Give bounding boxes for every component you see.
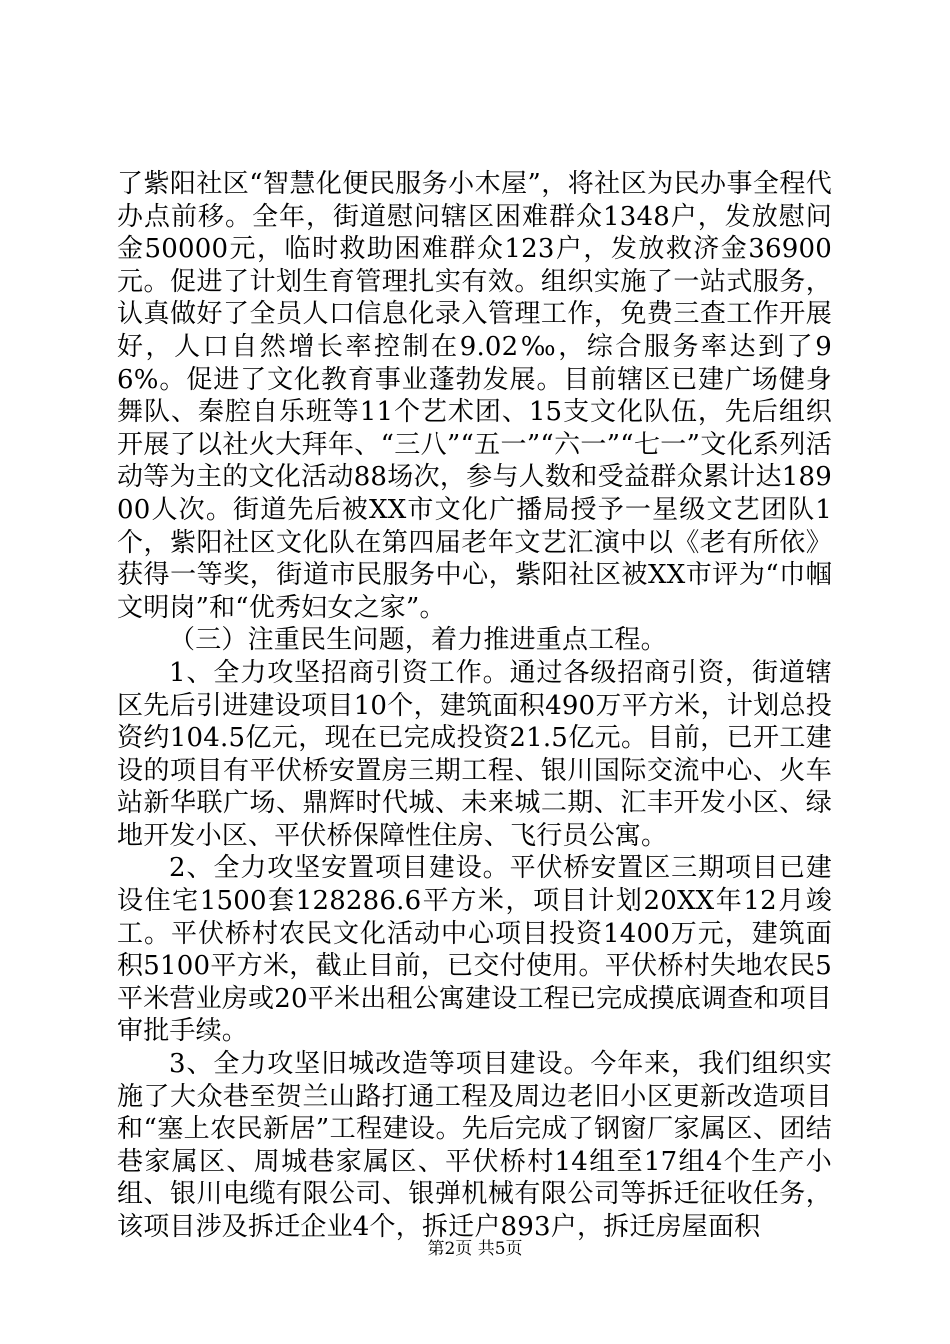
section-heading: （三）注重民生问题，着力推进重点工程。 [169,625,667,656]
paragraph-resettlement: 2、全力攻坚安置项目建设。平伏桥安置区三期项目已建设住宅1500套128286.6平方米，项目计划20XX年12月竣工。平伏桥村农民文化活动中心项目投资1400万元，建筑面积5100平方米，截止目前，已交付使用。平伏桥村失地农民5平米营业房或20平米出租公寓建设工程已完成摸底调查和项目审批手续。 [117,853,832,1047]
document-body [117,168,832,1244]
paragraph-continuation: 了紫阳社区“智慧化便民服务小木屋”，将社区为民办事全程代办点前移。全年，街道慰问辖区困难群众1348户，发放慰问金50000元，临时救助困难群众123户，发放救济金36900元。促进了计划生育管理扎实有效。组织实施了一站式服务，认真做好了全员人口信息化录入管理工作，免费三查工作开展好，人口自然增长率控制在9.02‰，综合服务率达到了96%。促进了文化教育事业蓬勃发展。目前辖区已建广场健身舞队、秦腔自乐班等11个艺术团、15支文化队伍，先后组织开展了以社火大拜年、“三八”“五一”“六一”“七一”文化系列活动等为主的文化活动88场次，参与人数和受益群众累计达18900人次。街道先后被XX市文化广播局授予一星级文艺团队1个，紫阳社区文化队在第四届老年文艺汇演中以《老有所依》获得一等奖，街道市民服务中心，紫阳社区被XX市评为“巾帼文明岗”和“优秀妇女之家”。 [117,169,832,623]
paragraph-renovation: 3、全力攻坚旧城改造等项目建设。今年来，我们组织实施了大众巷至贺兰山路打通工程及周边老旧小区更新改造项目和“塞上农民新居”工程建设。先后完成了钢窗厂家属区、团结巷家属区、周城巷家属区、平伏桥村14组至17组4个生产小组、银川电缆有限公司、银弹机械有限公司等拆迁征收任务，该项目涉及拆迁企业4个，拆迁户893户，拆迁房屋面积 [117,1049,832,1242]
page-number-footer: 第2页 共5页 [427,1239,523,1259]
paragraph-investment: 1、全力攻坚招商引资工作。通过各级招商引资，街道辖区先后引进建设项目10个，建筑面积490万平方米，计划总投资约104.5亿元，现在已完成投资21.5亿元。目前，已开工建设的项目有平伏桥安置房三期工程、银川国际交流中心、火车站新华联广场、鼎辉时代城、未来城二期、汇丰开发小区、绿地开发小区、平伏桥保障性住房、飞行员公寓。 [117,657,832,851]
